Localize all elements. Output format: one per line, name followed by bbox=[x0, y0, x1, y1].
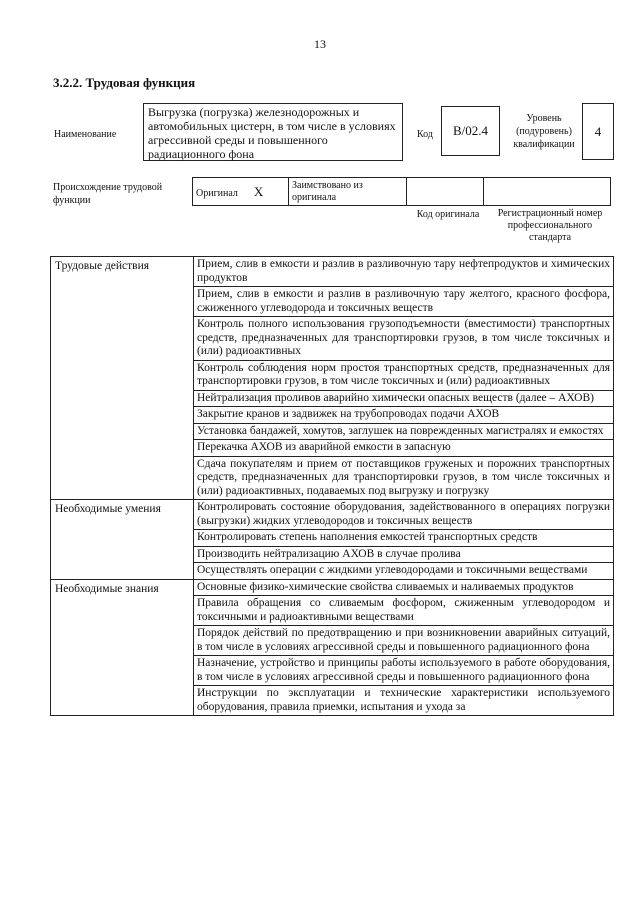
reg-number-cell bbox=[484, 178, 611, 206]
table-cell: Прием, слив в емкости и разлив в разливочную тару желтого, красного фосфора, сжиженного углеводорода и токсичных веществ bbox=[194, 287, 614, 317]
section-title: 3.2.2. Трудовая функция bbox=[53, 75, 196, 90]
table-cell: Осуществлять операции с жидкими углеводородами и токсичными веществами bbox=[194, 563, 614, 580]
table-cell: Правила обращения со сливаемым фосфором, сжиженным углеводородом и токсичными и радиоактивными веществами bbox=[194, 596, 614, 626]
original-label: Оригинал bbox=[196, 187, 238, 199]
table-cell: Контроль соблюдения норм простоя транспортных средств, предназначенных для транспортировки грузов, в том числе токсичных и (или) радиоактивных bbox=[194, 360, 614, 390]
qualification-level-box: 4 bbox=[582, 103, 614, 160]
function-code-box: В/02.4 bbox=[441, 106, 500, 156]
table-cell: Назначение, устройство и принципы работы используемого в работе оборудования, в том числе в условиях агрессивной среды и повышенного радиационного фона bbox=[194, 656, 614, 686]
code-label: Код bbox=[417, 129, 433, 140]
qualification-level-label: Уровень (подуровень) квалификации bbox=[513, 113, 575, 150]
table-cell: Основные физико-химические свойства сливаемых и наливаемых продуктов bbox=[194, 579, 614, 596]
table-row bbox=[51, 257, 614, 287]
table-row bbox=[51, 500, 614, 530]
origin-table bbox=[192, 177, 611, 206]
borrowed-cell: Заимствовано из оригинала bbox=[289, 178, 407, 206]
table-cell: Контролировать степень наполнения емкостей транспортных средств bbox=[194, 530, 614, 547]
name-label: Наименование bbox=[54, 129, 117, 140]
original-cell bbox=[193, 178, 289, 206]
original-code-label: Код оригинала bbox=[416, 209, 480, 220]
table-cell: Установка бандажей, хомутов, заглушек на поврежденных магистралях и емкостях bbox=[194, 423, 614, 440]
reg-number-label: Регистрационный номер профессионального стандарта bbox=[497, 208, 603, 243]
origin-label: Происхождение трудовой функции bbox=[53, 182, 163, 206]
table-cell: Сдача покупателям и прием от поставщиков груженых и порожних транспортных средств, предназначенных для транспортировки грузов, в том числе токсичных и (или) радиоактивных, подаваемых под выгрузку и погрузку bbox=[194, 456, 614, 500]
original-code-cell bbox=[407, 178, 484, 206]
function-details-table bbox=[50, 256, 614, 716]
section-heading-cell: Необходимые умения bbox=[51, 500, 194, 580]
table-cell: Инструкции по эксплуатации и технические характеристики используемого оборудования, правила приемки, испытания и ухода за bbox=[194, 686, 614, 716]
table-cell: Производить нейтрализацию АХОВ в случае пролива bbox=[194, 546, 614, 563]
table-cell: Прием, слив в емкости и разлив в разливочную тару нефтепродуктов и химических продуктов bbox=[194, 257, 614, 287]
table-cell: Контролировать состояние оборудования, задействованного в операциях погрузки (выгрузки) жидких углеводородов и токсичных веществ bbox=[194, 500, 614, 530]
table-cell: Порядок действий по предотвращению и при возникновении аварийных ситуаций, в том числе в условиях агрессивной среды и повышенного радиационного фона bbox=[194, 626, 614, 656]
table-row bbox=[51, 579, 614, 596]
original-mark: X bbox=[253, 183, 264, 199]
page-number: 13 bbox=[314, 37, 326, 51]
table-cell: Контроль полного использования грузоподъемности (вместимости) транспортных средств, предназначенных для транспортировки грузов, в том числе токсичных и (или) радиоактивных bbox=[194, 317, 614, 361]
table-cell: Нейтрализация проливов аварийно химически опасных веществ (далее – АХОВ) bbox=[194, 390, 614, 407]
table-cell: Закрытие кранов и задвижек на трубопроводах подачи АХОВ bbox=[194, 407, 614, 424]
function-name-box: Выгрузка (погрузка) железнодорожных и автомобильных цистерн, в том числе в условиях агрессивной среды и повышенного радиационного фона bbox=[143, 103, 403, 161]
section-heading-cell: Трудовые действия bbox=[51, 257, 194, 500]
section-heading-cell: Необходимые знания bbox=[51, 579, 194, 716]
table-cell: Перекачка АХОВ из аварийной емкости в запасную bbox=[194, 440, 614, 457]
